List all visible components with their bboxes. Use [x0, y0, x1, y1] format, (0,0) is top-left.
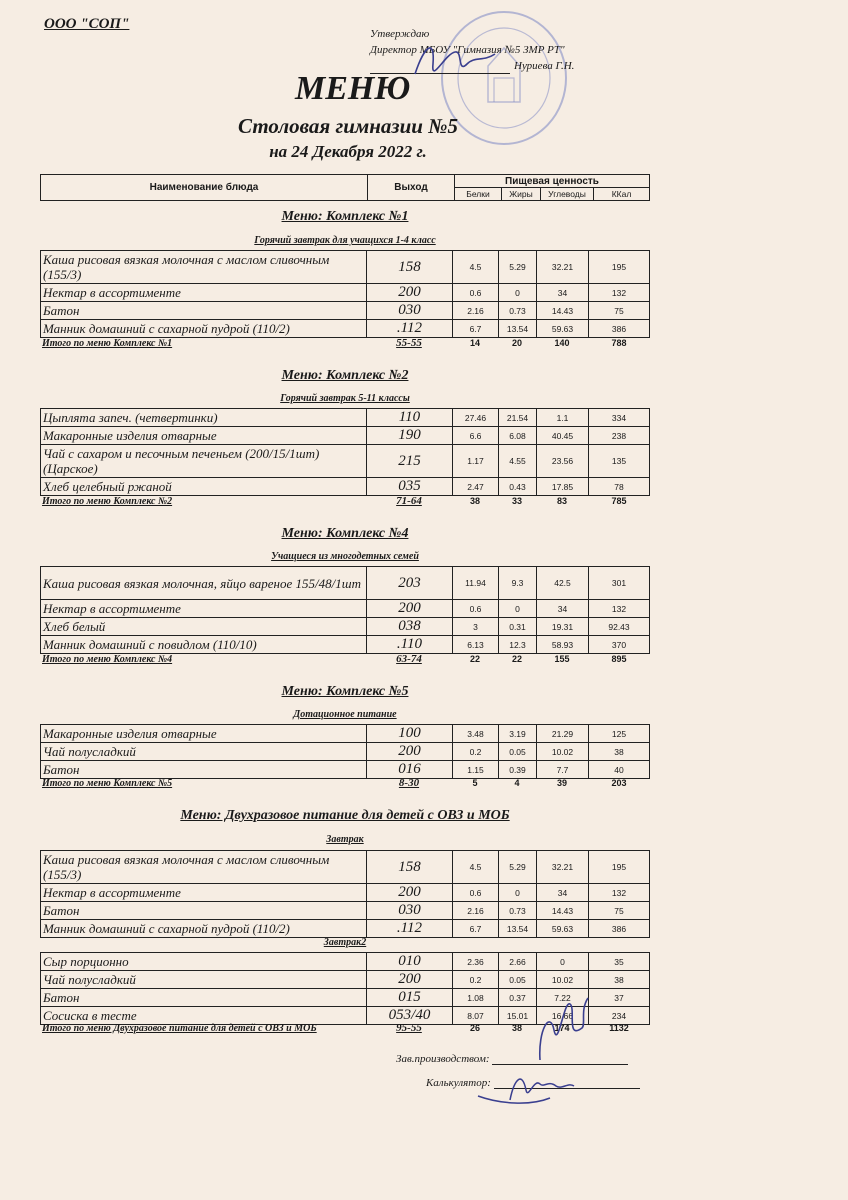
- dish-name: Батон: [41, 302, 367, 320]
- total-carbs: 83: [556, 496, 567, 506]
- dish-carbs: 34: [537, 600, 589, 618]
- table-row: [41, 636, 650, 654]
- dish-kcal: 78: [589, 478, 650, 496]
- dish-kcal: 195: [589, 851, 650, 884]
- dish-fat: 6.08: [499, 427, 537, 445]
- table-row: [41, 409, 650, 427]
- dish-protein: 2.36: [453, 953, 499, 971]
- dish-output: 200: [367, 971, 453, 989]
- total-row: [40, 336, 650, 350]
- dish-kcal: 386: [589, 920, 650, 938]
- total-carbs: 140: [554, 338, 570, 348]
- menu-table: [40, 250, 650, 338]
- section-title: Меню: Двухразовое питание для детей с ОВЗ и МОБ: [180, 808, 510, 823]
- dish-name: Макаронные изделия отварные: [41, 427, 367, 445]
- total-carbs: 39: [556, 778, 567, 788]
- group-subtitle: Горячий завтрак 5-11 классы: [280, 393, 410, 404]
- total-kcal: 1132: [609, 1023, 629, 1033]
- dish-fat: 0: [499, 284, 537, 302]
- approve-name: Нуриева Г.Н.: [514, 60, 575, 72]
- dish-protein: 6.13: [453, 636, 499, 654]
- dish-protein: 0.2: [453, 971, 499, 989]
- menu-title: МЕНЮ: [295, 70, 411, 107]
- menu-table: [40, 566, 650, 654]
- section-title: Меню: Комплекс №2: [281, 368, 409, 383]
- dish-carbs: 1.1: [537, 409, 589, 427]
- dish-name: Нектар в ассортименте: [41, 884, 367, 902]
- dish-carbs: 42.5: [537, 567, 589, 600]
- dish-output: 215: [367, 445, 453, 478]
- dish-fat: 0.05: [499, 971, 537, 989]
- table-row: [41, 478, 650, 496]
- dish-name: Чай с сахаром и песочным печеньем (200/15/1шт) (Царское): [41, 445, 367, 478]
- dish-carbs: 19.31: [537, 618, 589, 636]
- dish-fat: 5.29: [499, 851, 537, 884]
- dish-output: 110: [367, 409, 453, 427]
- dish-name: Нектар в ассортименте: [41, 284, 367, 302]
- dish-name: Каша рисовая вязкая молочная, яйцо вареное 155/48/1шт: [41, 567, 367, 600]
- total-protein: 26: [469, 1023, 480, 1033]
- dish-output: 053/40: [367, 1007, 453, 1025]
- dish-carbs: 58.93: [537, 636, 589, 654]
- total-fat: 33: [511, 496, 522, 506]
- total-protein: 22: [469, 654, 480, 664]
- dish-carbs: 59.63: [537, 920, 589, 938]
- dish-carbs: 16.66: [537, 1007, 589, 1025]
- dish-output: 010: [367, 953, 453, 971]
- dish-kcal: 370: [589, 636, 650, 654]
- table-row: [41, 567, 650, 600]
- dish-carbs: 7.7: [537, 761, 589, 779]
- dish-kcal: 301: [589, 567, 650, 600]
- total-row: [40, 776, 650, 790]
- dish-fat: 0.73: [499, 902, 537, 920]
- total-protein: 14: [469, 338, 480, 348]
- dish-kcal: 37: [589, 989, 650, 1007]
- dish-name: Чай полусладкий: [41, 971, 367, 989]
- total-fat: 22: [511, 654, 522, 664]
- total-carbs: 155: [554, 654, 570, 664]
- dish-carbs: 14.43: [537, 302, 589, 320]
- dish-fat: 0.73: [499, 302, 537, 320]
- total-label: Итого по меню Комплекс №4: [42, 653, 173, 665]
- company-name: ООО "СОП": [44, 16, 130, 32]
- dish-fat: 0.43: [499, 478, 537, 496]
- dish-kcal: 75: [589, 302, 650, 320]
- dish-name: Каша рисовая вязкая молочная с маслом сливочным (155/3): [41, 851, 367, 884]
- table-row: [41, 284, 650, 302]
- dish-kcal: 132: [589, 284, 650, 302]
- dish-carbs: 23.56: [537, 445, 589, 478]
- group-subtitle: Дотационное питание: [293, 709, 397, 720]
- dish-output: 015: [367, 989, 453, 1007]
- dish-output: 016: [367, 761, 453, 779]
- dish-protein: 11.94: [453, 567, 499, 600]
- dish-output: 038: [367, 618, 453, 636]
- dish-output: 030: [367, 902, 453, 920]
- dish-name: Макаронные изделия отварные: [41, 725, 367, 743]
- dish-protein: 1.15: [453, 761, 499, 779]
- table-row: [41, 884, 650, 902]
- dish-protein: 0.2: [453, 743, 499, 761]
- dish-fat: 5.29: [499, 251, 537, 284]
- dish-kcal: 132: [589, 600, 650, 618]
- table-row: [41, 743, 650, 761]
- col-dish: Наименование блюда: [41, 175, 368, 201]
- dish-name: Хлеб целебный ржаной: [41, 478, 367, 496]
- dish-fat: 9.3: [499, 567, 537, 600]
- dish-fat: 2.66: [499, 953, 537, 971]
- dish-carbs: 0: [537, 953, 589, 971]
- dish-name: Манник домашний с повидлом (110/10): [41, 636, 367, 654]
- total-kcal: 785: [611, 496, 627, 506]
- total-label: Итого по меню Комплекс №2: [42, 495, 173, 507]
- dish-carbs: 59.63: [537, 320, 589, 338]
- table-row: [41, 445, 650, 478]
- dish-carbs: 40.45: [537, 427, 589, 445]
- approve-position: Директор МБОУ "Гимназия №5 ЗМР РТ": [370, 44, 565, 56]
- menu-table: [40, 850, 650, 938]
- dish-output: 200: [367, 743, 453, 761]
- total-row: [40, 652, 650, 666]
- dish-carbs: 7.22: [537, 989, 589, 1007]
- section-title: Меню: Комплекс №4: [281, 526, 409, 541]
- dish-name: Хлеб белый: [41, 618, 367, 636]
- dish-protein: 3: [453, 618, 499, 636]
- menu-subtitle: Столовая гимназии №5: [238, 114, 458, 138]
- total-output: 8-30: [398, 777, 420, 789]
- section-title: Меню: Комплекс №5: [281, 684, 409, 699]
- production-signature: [520, 990, 600, 1070]
- total-fat: 20: [511, 338, 522, 348]
- dish-protein: 4.5: [453, 851, 499, 884]
- group-subtitle: Завтрак2: [323, 937, 367, 948]
- dish-kcal: 125: [589, 725, 650, 743]
- dish-fat: 0.05: [499, 743, 537, 761]
- total-output: 63-74: [396, 653, 422, 665]
- dish-kcal: 135: [589, 445, 650, 478]
- dish-name: Батон: [41, 902, 367, 920]
- production-label: Зав.производством:: [396, 1053, 490, 1065]
- dish-carbs: 10.02: [537, 743, 589, 761]
- dish-fat: 0: [499, 884, 537, 902]
- total-protein: 5: [472, 778, 478, 788]
- dish-carbs: 21.29: [537, 725, 589, 743]
- menu-table: [40, 408, 650, 496]
- dish-protein: 3.48: [453, 725, 499, 743]
- total-carbs: 174: [554, 1023, 570, 1033]
- dish-protein: 1.17: [453, 445, 499, 478]
- col-carbs: Углеводы: [541, 188, 594, 201]
- total-label: Итого по меню Комплекс №5: [42, 777, 173, 789]
- table-row: [41, 953, 650, 971]
- col-fat: Жиры: [502, 188, 541, 201]
- dish-name: Сыр порционно: [41, 953, 367, 971]
- dish-protein: 0.6: [453, 884, 499, 902]
- dish-fat: 15.01: [499, 1007, 537, 1025]
- dish-output: .112: [367, 320, 453, 338]
- dish-name: Нектар в ассортименте: [41, 600, 367, 618]
- dish-output: 200: [367, 884, 453, 902]
- calculator-label: Калькулятор:: [426, 1077, 491, 1089]
- total-kcal: 203: [611, 778, 627, 788]
- dish-name: Чай полусладкий: [41, 743, 367, 761]
- dish-name: Батон: [41, 761, 367, 779]
- dish-kcal: 195: [589, 251, 650, 284]
- table-row: [41, 920, 650, 938]
- total-row: [40, 494, 650, 508]
- dish-carbs: 32.21: [537, 251, 589, 284]
- table-row: [41, 302, 650, 320]
- dish-kcal: 334: [589, 409, 650, 427]
- total-kcal: 788: [611, 338, 627, 348]
- section-title: Меню: Комплекс №1: [281, 209, 409, 224]
- col-kcal: ККал: [594, 188, 650, 201]
- dish-kcal: 75: [589, 902, 650, 920]
- table-row: [41, 427, 650, 445]
- group-subtitle: Горячий завтрак для учащихся 1-4 класс: [254, 235, 436, 246]
- dish-kcal: 92.43: [589, 618, 650, 636]
- dish-output: 035: [367, 478, 453, 496]
- menu-table: [40, 724, 650, 779]
- dish-kcal: 35: [589, 953, 650, 971]
- dish-protein: 2.16: [453, 902, 499, 920]
- dish-fat: 13.54: [499, 920, 537, 938]
- dish-carbs: 14.43: [537, 902, 589, 920]
- table-row: [41, 971, 650, 989]
- dish-fat: 13.54: [499, 320, 537, 338]
- dish-protein: 2.16: [453, 302, 499, 320]
- table-row: [41, 320, 650, 338]
- table-row: [41, 600, 650, 618]
- table-row: [41, 251, 650, 284]
- dish-protein: 27.46: [453, 409, 499, 427]
- approve-word: Утверждаю: [370, 28, 430, 40]
- director-signature: [405, 34, 515, 94]
- dish-name: Манник домашний с сахарной пудрой (110/2): [41, 320, 367, 338]
- dish-protein: 0.6: [453, 600, 499, 618]
- dish-carbs: 34: [537, 884, 589, 902]
- dish-fat: 4.55: [499, 445, 537, 478]
- dish-output: 158: [367, 251, 453, 284]
- total-output: 55-55: [396, 337, 422, 349]
- menu-date: на 24 Декабря 2022 г.: [269, 142, 427, 161]
- total-label: Итого по меню Комплекс №1: [42, 337, 173, 349]
- dish-protein: 8.07: [453, 1007, 499, 1025]
- dish-fat: 3.19: [499, 725, 537, 743]
- dish-carbs: 10.02: [537, 971, 589, 989]
- dish-kcal: 38: [589, 971, 650, 989]
- dish-kcal: 238: [589, 427, 650, 445]
- dish-output: 200: [367, 284, 453, 302]
- dish-fat: 0: [499, 600, 537, 618]
- col-output: Выход: [368, 175, 455, 201]
- dish-kcal: 132: [589, 884, 650, 902]
- dish-protein: 4.5: [453, 251, 499, 284]
- table-row: [41, 725, 650, 743]
- total-output: 71-64: [396, 495, 422, 507]
- dish-protein: 6.6: [453, 427, 499, 445]
- col-nutrition: Пищевая ценность: [455, 175, 650, 188]
- dish-protein: 0.6: [453, 284, 499, 302]
- dish-protein: 6.7: [453, 920, 499, 938]
- dish-output: .112: [367, 920, 453, 938]
- dish-carbs: 17.85: [537, 478, 589, 496]
- total-label: Итого по меню Двухразовое питание для детей с ОВЗ и МОБ: [42, 1022, 317, 1034]
- dish-kcal: 40: [589, 761, 650, 779]
- dish-name: Манник домашний с сахарной пудрой (110/2): [41, 920, 367, 938]
- table-row: [41, 618, 650, 636]
- total-fat: 38: [511, 1023, 522, 1033]
- dish-name: Цыплята запеч. (четвертинки): [41, 409, 367, 427]
- dish-fat: 0.37: [499, 989, 537, 1007]
- dish-output: 203: [367, 567, 453, 600]
- calculator-signature: [470, 1060, 590, 1110]
- dish-kcal: 38: [589, 743, 650, 761]
- dish-carbs: 34: [537, 284, 589, 302]
- dish-name: Каша рисовая вязкая молочная с маслом сливочным (155/3): [41, 251, 367, 284]
- dish-kcal: 234: [589, 1007, 650, 1025]
- dish-output: 200: [367, 600, 453, 618]
- dish-protein: 6.7: [453, 320, 499, 338]
- table-row: [41, 902, 650, 920]
- total-protein: 38: [469, 496, 480, 506]
- dish-protein: 1.08: [453, 989, 499, 1007]
- dish-output: 100: [367, 725, 453, 743]
- col-protein: Белки: [455, 188, 502, 201]
- dish-output: .110: [367, 636, 453, 654]
- total-kcal: 895: [611, 654, 627, 664]
- dish-name: Сосиска в тесте: [41, 1007, 367, 1025]
- dish-kcal: 386: [589, 320, 650, 338]
- total-output: 95-55: [396, 1022, 422, 1034]
- dish-carbs: 32.21: [537, 851, 589, 884]
- dish-fat: 0.31: [499, 618, 537, 636]
- dish-fat: 0.39: [499, 761, 537, 779]
- total-fat: 4: [514, 778, 520, 788]
- column-header: [40, 174, 650, 201]
- dish-output: 030: [367, 302, 453, 320]
- dish-name: Батон: [41, 989, 367, 1007]
- dish-protein: 2.47: [453, 478, 499, 496]
- table-row: [41, 851, 650, 884]
- dish-output: 158: [367, 851, 453, 884]
- group-subtitle: Завтрак: [326, 834, 364, 845]
- group-subtitle: Учащиеся из многодетных семей: [271, 551, 419, 562]
- dish-fat: 12.3: [499, 636, 537, 654]
- dish-output: 190: [367, 427, 453, 445]
- dish-fat: 21.54: [499, 409, 537, 427]
